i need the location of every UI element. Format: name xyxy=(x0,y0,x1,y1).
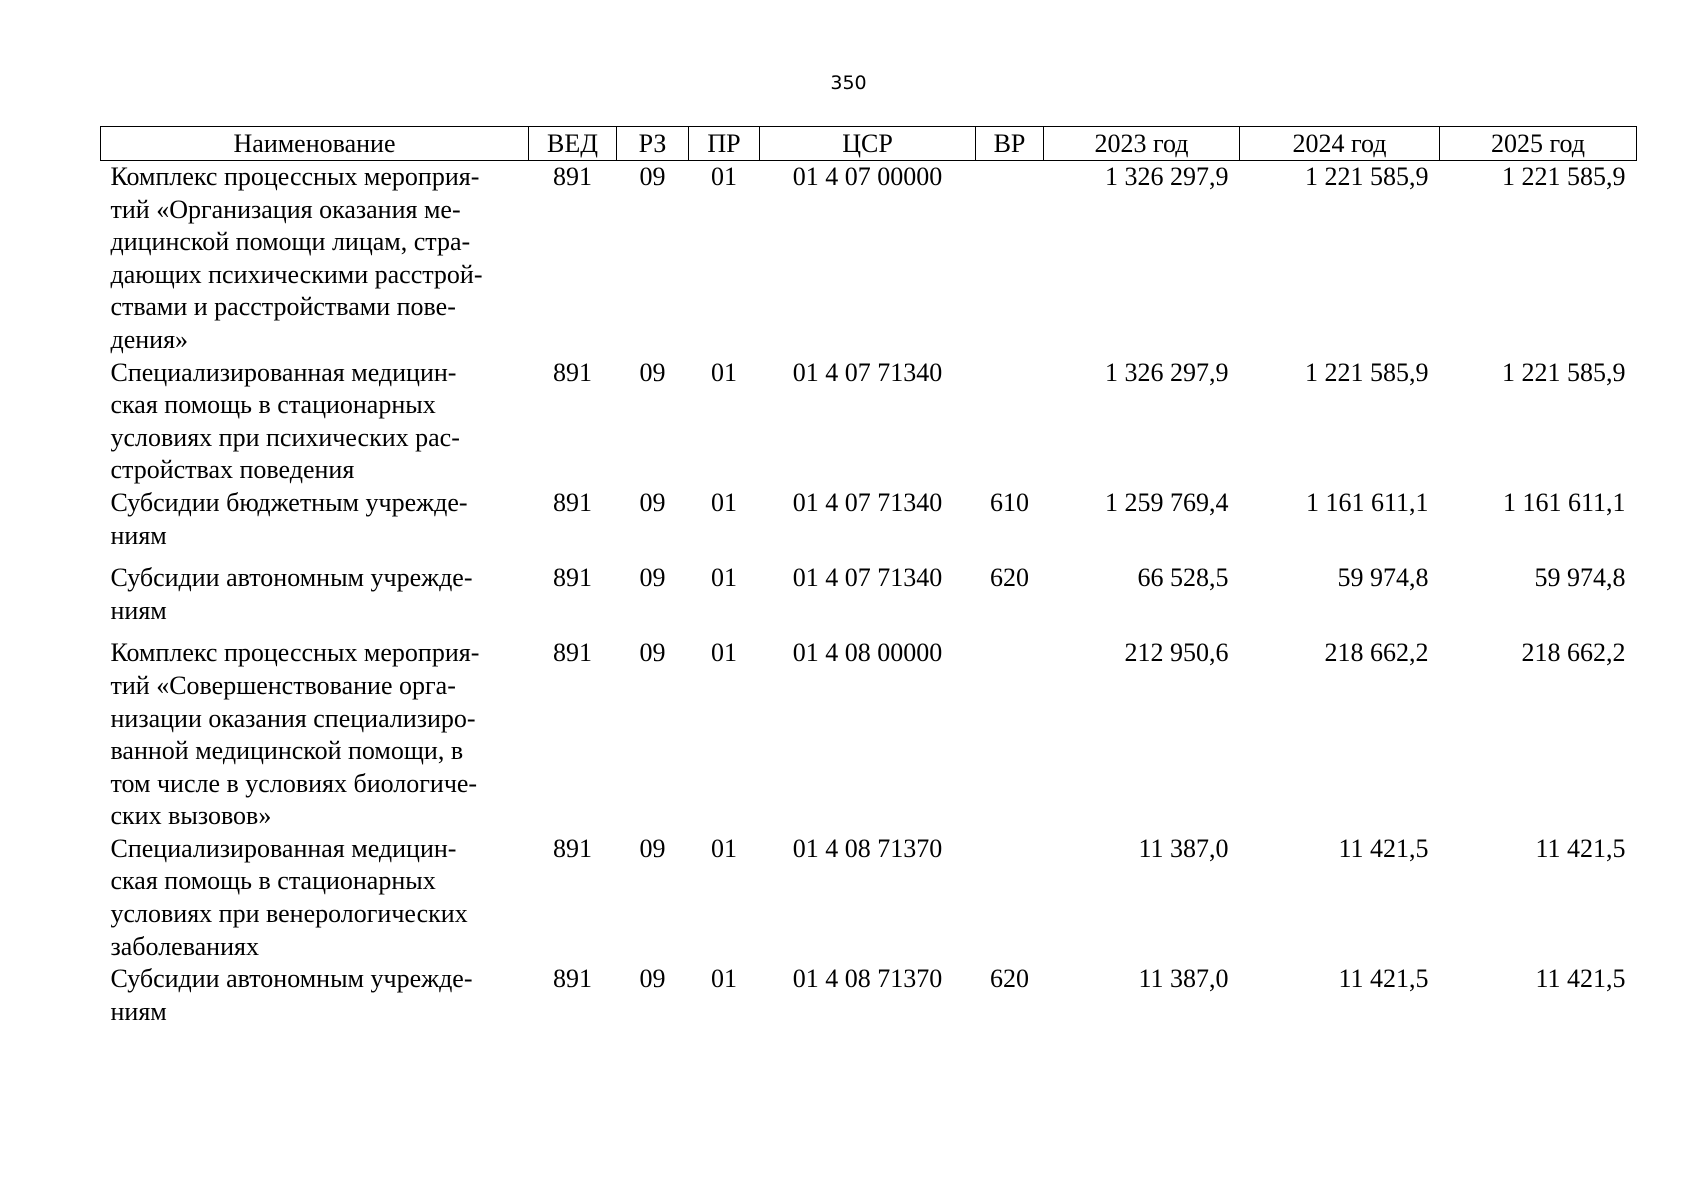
cell-2025: 1 161 611,1 xyxy=(1502,487,1626,517)
header-pr: ПР xyxy=(689,127,760,161)
header-rz: РЗ xyxy=(617,127,689,161)
cell-name: Специализированная медицин- ская помощь в стационарных условиях при венерологических заболеваниях xyxy=(110,833,468,961)
table-header-row xyxy=(101,127,1637,161)
table-row xyxy=(101,637,1637,833)
cell-name: Субсидии бюджетным учрежде- ниям xyxy=(110,487,468,550)
cell-2024: 11 421,5 xyxy=(1338,833,1429,863)
cell-pr: 01 xyxy=(711,563,737,593)
cell-pr: 01 xyxy=(711,638,737,668)
cell-pr: 01 xyxy=(711,833,737,863)
cell-2025: 218 662,2 xyxy=(1521,638,1626,668)
cell-rz: 09 xyxy=(639,487,666,517)
header-vr: ВР xyxy=(976,127,1044,161)
cell-ved: 891 xyxy=(553,162,592,191)
cell-csr: 01 4 07 71340 xyxy=(792,487,943,517)
cell-ved: 891 xyxy=(553,563,592,593)
cell-rz: 09 xyxy=(639,833,666,863)
budget-table xyxy=(100,126,1637,1028)
cell-pr: 01 xyxy=(711,487,737,517)
cell-rz: 09 xyxy=(639,638,666,668)
cell-vr xyxy=(976,357,1044,487)
cell-csr: 01 4 07 71340 xyxy=(792,357,943,387)
cell-ved: 891 xyxy=(553,638,592,668)
cell-vr: 610 xyxy=(990,487,1029,517)
cell-pr: 01 xyxy=(711,357,737,387)
cell-rz: 09 xyxy=(639,563,666,593)
cell-rz: 09 xyxy=(639,964,666,994)
table-row xyxy=(101,963,1637,1028)
cell-vr xyxy=(976,637,1044,833)
cell-vr: 620 xyxy=(990,964,1029,994)
cell-2023: 1 259 769,4 xyxy=(1105,487,1229,517)
cell-name: Субсидии автономным учрежде- ниям xyxy=(110,964,473,1026)
table-row xyxy=(101,161,1637,357)
cell-csr: 01 4 07 00000 xyxy=(792,162,943,191)
cell-2025: 11 421,5 xyxy=(1535,833,1626,863)
cell-2023: 11 387,0 xyxy=(1138,833,1229,863)
cell-csr: 01 4 08 71370 xyxy=(792,833,943,863)
cell-2024: 1 221 585,9 xyxy=(1305,357,1429,387)
header-2023: 2023 год xyxy=(1044,127,1240,161)
table-row xyxy=(101,562,1637,637)
cell-2024: 11 421,5 xyxy=(1338,964,1429,994)
cell-name: Комплекс процессных мероприя- тий «Организация оказания ме- дицинской помощи лицам, стра- дающих психическими расстрой- ствами и расстройствами пове- дения» xyxy=(110,162,483,354)
cell-ved: 891 xyxy=(553,964,592,994)
cell-2024: 218 662,2 xyxy=(1324,638,1429,668)
header-name: Наименование xyxy=(101,127,529,161)
header-2025: 2025 год xyxy=(1440,127,1637,161)
header-csr: ЦСР xyxy=(760,127,976,161)
cell-rz: 09 xyxy=(639,162,666,191)
cell-name: Субсидии автономным учрежде- ниям xyxy=(110,563,473,625)
cell-2024: 1 221 585,9 xyxy=(1305,162,1429,191)
cell-2023: 212 950,6 xyxy=(1124,638,1229,668)
cell-2023: 66 528,5 xyxy=(1137,563,1229,593)
cell-ved: 891 xyxy=(553,833,592,863)
cell-csr: 01 4 08 00000 xyxy=(792,638,943,668)
header-ved: ВЕД xyxy=(529,127,617,161)
cell-2023: 11 387,0 xyxy=(1138,964,1229,994)
cell-2024: 59 974,8 xyxy=(1337,563,1429,593)
cell-pr: 01 xyxy=(711,964,737,994)
cell-csr: 01 4 08 71370 xyxy=(792,964,943,994)
cell-rz: 09 xyxy=(639,357,666,387)
header-2024: 2024 год xyxy=(1240,127,1440,161)
cell-2023: 1 326 297,9 xyxy=(1105,357,1229,387)
cell-2025: 11 421,5 xyxy=(1535,964,1626,994)
cell-vr xyxy=(976,833,1044,963)
budget-table-container xyxy=(100,126,1636,1028)
cell-2023: 1 326 297,9 xyxy=(1105,162,1229,191)
cell-vr: 620 xyxy=(990,563,1029,593)
table-row xyxy=(101,357,1637,487)
cell-csr: 01 4 07 71340 xyxy=(792,563,943,593)
cell-2025: 59 974,8 xyxy=(1534,563,1626,593)
cell-2025: 1 221 585,9 xyxy=(1502,357,1626,387)
cell-ved: 891 xyxy=(553,357,592,387)
cell-name: Комплекс процессных мероприя- тий «Совершенствование орга- низации оказания специализиро- ванной медицинской помощи, в том числе в условиях биологиче- ских вызовов» xyxy=(110,638,480,831)
table-row xyxy=(101,487,1637,562)
page-number: 350 xyxy=(830,72,867,94)
cell-name: Специализированная медицин- ская помощь в стационарных условиях при психических рас- стройствах поведения xyxy=(110,357,460,485)
table-row xyxy=(101,833,1637,963)
cell-ved: 891 xyxy=(553,487,592,517)
cell-pr: 01 xyxy=(711,162,737,191)
cell-2025: 1 221 585,9 xyxy=(1502,162,1626,191)
cell-2024: 1 161 611,1 xyxy=(1305,487,1429,517)
cell-vr xyxy=(976,161,1044,357)
